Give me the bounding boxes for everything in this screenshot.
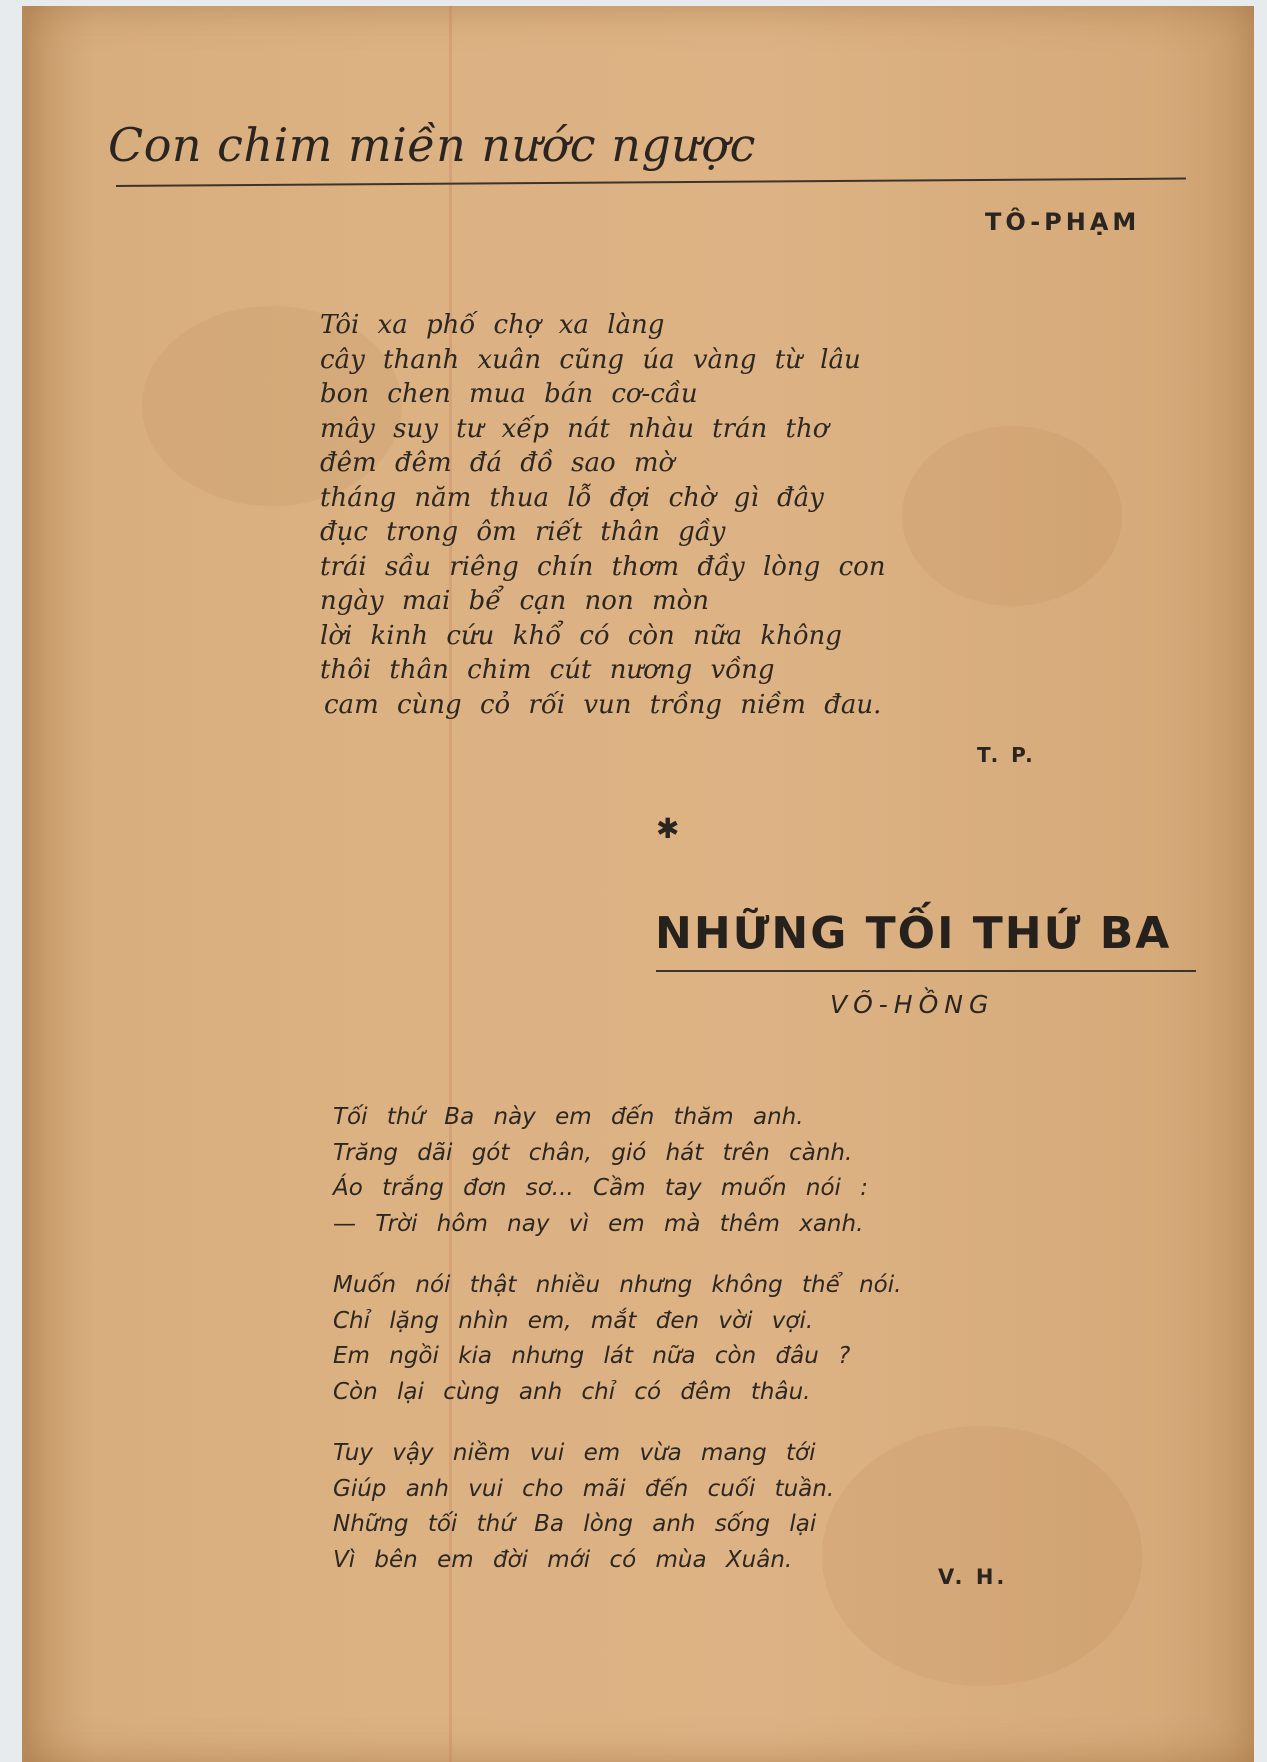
poem-line: ngày mai bể cạn non mòn xyxy=(320,586,710,616)
poem-line: cây thanh xuân cũng úa vàng từ lâu xyxy=(320,344,861,375)
poem-line: Tối thứ Ba này em đến thăm anh. xyxy=(333,1104,804,1130)
poem-line: Trăng dãi gót chân, gió hát trên cành. xyxy=(333,1139,853,1166)
poem-line: tháng năm thua lỗ đợi chờ gì đây xyxy=(320,482,824,513)
poem-line: Tuy vậy niềm vui em vừa mang tới xyxy=(333,1440,816,1466)
poem-stanza xyxy=(333,1100,901,1242)
poem2-title: NHỮNG TỐI THỨ BA xyxy=(655,908,1172,959)
poem-line: đục trong ôm riết thân gầy xyxy=(320,517,726,547)
paper-torn-edge xyxy=(22,6,32,1762)
poem-line: Những tối thứ Ba lòng anh sống lại xyxy=(333,1511,817,1537)
poem-line: Muốn nói thật nhiều nhưng không thể nói. xyxy=(333,1272,902,1298)
poem1-author: TÔ-PHẠM xyxy=(985,208,1141,236)
poem1-title: Con chim miền nước ngược xyxy=(108,118,756,172)
poem1-body xyxy=(298,308,886,722)
poem-line: — Trời hôm nay vì em mà thêm xanh. xyxy=(333,1210,864,1237)
poem-line: bon chen mua bán cơ-cầu xyxy=(320,379,698,409)
poem-line: lời kinh cứu khổ có còn nữa không xyxy=(320,620,842,651)
poem-line: thôi thân chim cút nương vồng xyxy=(320,655,775,685)
poem2-signature: V. H. xyxy=(938,1565,1008,1589)
poem-line: Còn lại cùng anh chỉ có đêm thâu. xyxy=(333,1378,811,1405)
poem2-title-rule xyxy=(656,970,1196,972)
poem-line: Tôi xa phố chợ xa làng xyxy=(320,310,665,340)
separator-star-icon: ✱ xyxy=(656,812,680,845)
poem-line: cam cùng cỏ rối vun trồng niềm đau. xyxy=(324,689,882,720)
poem-line: Em ngồi kia nhưng lát nữa còn đâu ? xyxy=(333,1343,851,1369)
poem-line: đêm đêm đá đồ sao mờ xyxy=(320,448,675,478)
poem-line: Vì bên em đời mới có mùa Xuân. xyxy=(333,1546,793,1573)
poem2-author: VÕ-HỒNG xyxy=(830,990,995,1019)
poem-line: trái sầu riêng chín thơm đầy lòng con xyxy=(320,551,886,582)
poem-stanza xyxy=(333,1268,901,1410)
poem-line: Giúp anh vui cho mãi đến cuối tuần. xyxy=(333,1475,835,1502)
poem-line: Áo trắng đơn sơ... Cầm tay muốn nói : xyxy=(333,1175,868,1201)
poem1-signature: T. P. xyxy=(977,743,1036,767)
poem2-body xyxy=(333,1100,901,1604)
paper-stain xyxy=(902,426,1122,606)
poem-line: mây suy tư xếp nát nhàu trán thơ xyxy=(320,413,829,444)
poem-stanza xyxy=(333,1436,901,1578)
poem-line: Chỉ lặng nhìn em, mắt đen vời vợi. xyxy=(333,1307,814,1334)
